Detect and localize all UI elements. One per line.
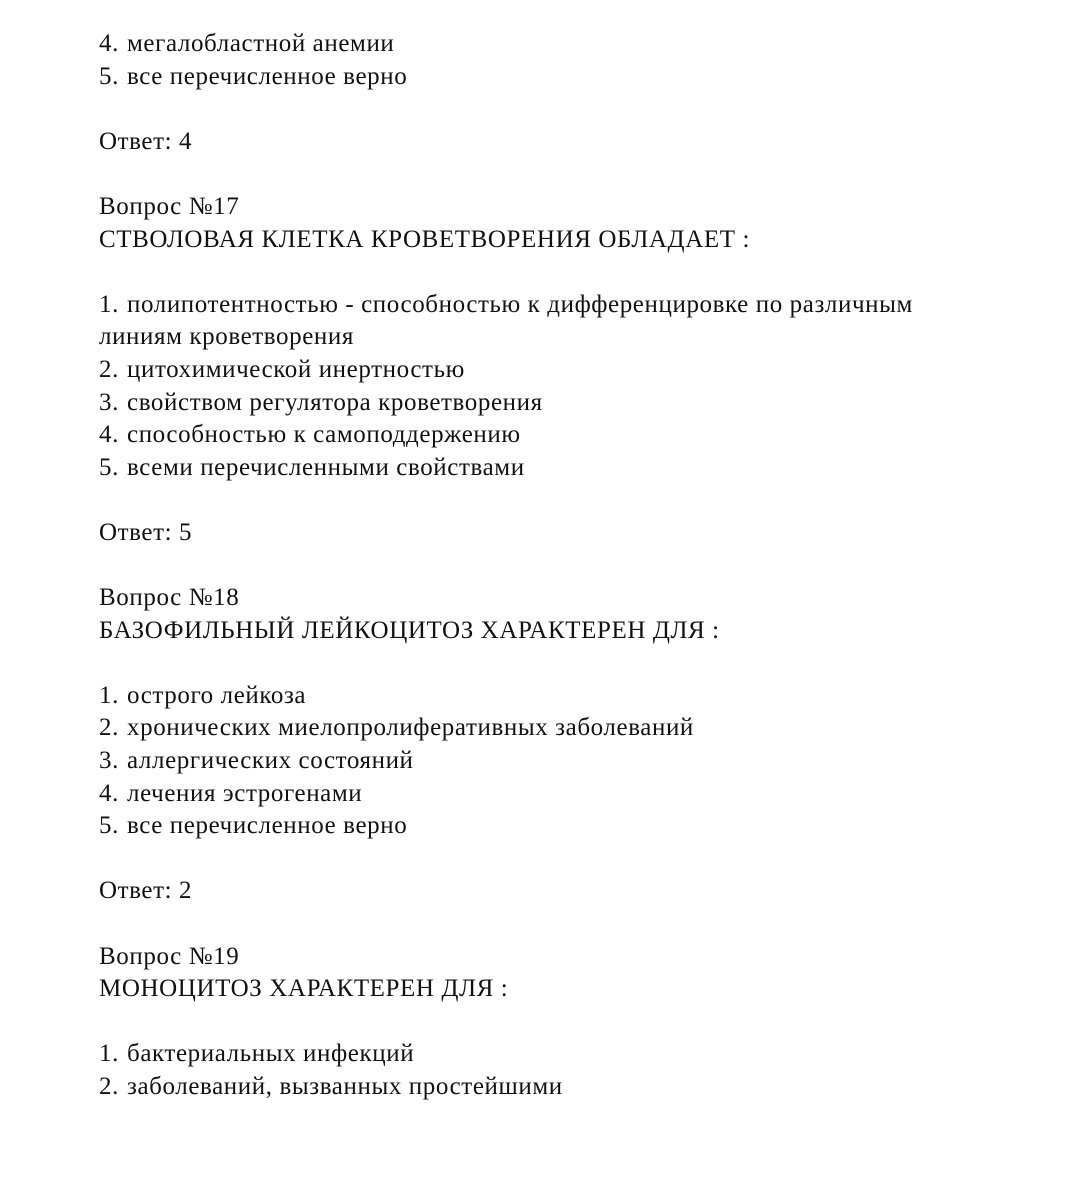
option-item	[99, 387, 1019, 420]
option-item	[99, 419, 1019, 452]
option-item	[99, 680, 1019, 713]
option-number: 5.	[99, 62, 119, 90]
option-number: 2.	[99, 355, 119, 383]
option-item	[99, 28, 1019, 61]
question-title: Вопрос №17	[99, 192, 240, 220]
option-text: бактериальных инфекций	[127, 1040, 415, 1068]
option-number: 4.	[99, 421, 119, 449]
option-number: 2.	[99, 714, 119, 742]
option-item	[99, 452, 1019, 485]
option-text: аллергических состояний	[127, 747, 414, 775]
option-text: цитохимической инертностью	[127, 355, 465, 383]
option-item	[99, 1071, 1019, 1104]
option-number: 2.	[99, 1073, 119, 1100]
option-number: 5.	[99, 453, 119, 481]
question-text: БАЗОФИЛЬНЫЙ ЛЕЙКОЦИТОЗ ХАРАКТЕРЕН ДЛЯ :	[99, 616, 720, 644]
option-text: все перечисленное верно	[127, 62, 408, 90]
option-number: 1.	[99, 1040, 119, 1068]
option-item	[99, 354, 1019, 387]
question-text: СТВОЛОВАЯ КЛЕТКА КРОВЕТВОРЕНИЯ ОБЛАДАЕТ :	[99, 225, 751, 253]
document-page	[99, 28, 1019, 1104]
option-number: 1.	[99, 681, 119, 709]
option-text: всеми перечисленными свойствами	[127, 453, 525, 481]
option-item	[99, 745, 1019, 778]
option-number: 5.	[99, 812, 119, 840]
option-item-continuation: линиям кроветворения	[99, 323, 354, 351]
option-text: все перечисленное верно	[127, 812, 408, 840]
option-item	[99, 61, 1019, 94]
option-item	[99, 810, 1019, 843]
question-title: Вопрос №18	[99, 584, 240, 612]
option-item	[99, 289, 1019, 322]
option-text: острого лейкоза	[127, 681, 307, 709]
question-text: МОНОЦИТОЗ ХАРАКТЕРЕН ДЛЯ :	[99, 975, 509, 1003]
option-item	[99, 1038, 1019, 1071]
option-text: способностью к самоподдержению	[127, 421, 521, 449]
option-text: заболеваний, вызванных простейшими	[127, 1073, 563, 1100]
option-text: хронических миелопролиферативных заболеваний	[127, 714, 694, 742]
option-number: 1.	[99, 290, 119, 318]
option-text: полипотентностью - способностью к дифференцировке по различным	[127, 290, 913, 318]
option-number: 3.	[99, 747, 119, 775]
option-number: 4.	[99, 779, 119, 807]
answer-line: Ответ: 4	[99, 127, 193, 155]
option-text: мегалобластной анемии	[127, 30, 395, 57]
option-item	[99, 712, 1019, 745]
option-item	[99, 778, 1019, 811]
question-title: Вопрос №19	[99, 942, 240, 970]
option-number: 3.	[99, 388, 119, 416]
option-text: лечения эстрогенами	[127, 779, 363, 807]
option-text: свойством регулятора кроветворения	[127, 388, 543, 416]
option-number: 4.	[99, 30, 119, 57]
answer-line: Ответ: 2	[99, 877, 193, 905]
answer-line: Ответ: 5	[99, 518, 193, 546]
